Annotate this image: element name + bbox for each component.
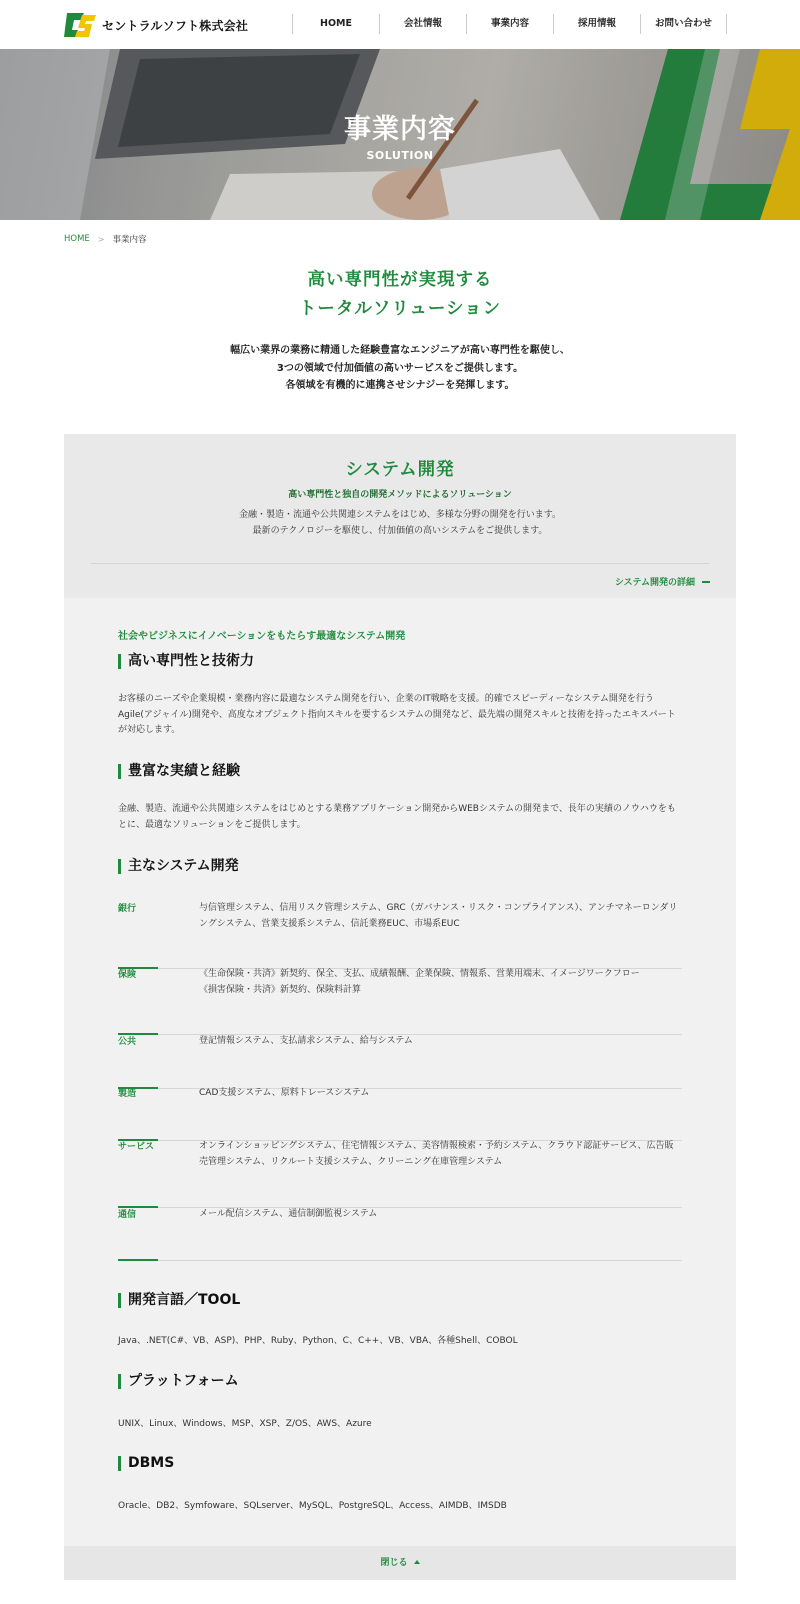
nav-solution[interactable]: 事業内容 xyxy=(466,14,553,34)
system-list: 登記情報システム、支払請求システム、給与システム xyxy=(199,1036,413,1046)
close-detail-label: 閉じる xyxy=(380,1558,408,1568)
system-list: オンラインショッピングシステム、住宅情報システム、美容情報検索・予約システム、クラウド認証サービス、広告販売管理システム、リクルート支援システム、クリーニング在庫管理システム xyxy=(199,1141,674,1167)
row-divider xyxy=(118,1260,682,1261)
nav-company[interactable]: 会社情報 xyxy=(379,14,466,34)
solution-panel-system-development xyxy=(64,434,736,1580)
minus-icon xyxy=(702,581,710,583)
section-heading-systems: 主なシステム開発 xyxy=(118,859,239,874)
toggle-detail-label: システム開発の詳細 xyxy=(614,578,695,588)
chevron-right-icon: > xyxy=(97,234,105,244)
intro-heading-line: 高い専門性が実現する xyxy=(307,270,493,290)
nav-home[interactable]: HOME xyxy=(292,14,379,34)
intro-text-line: 幅広い業界の業務に精通した経験豊富なエンジニアが高い専門性を駆使し、 xyxy=(230,345,570,356)
row-divider-accent xyxy=(118,1259,158,1261)
system-category: サービス xyxy=(118,1142,155,1152)
solution-panel-header xyxy=(64,434,736,598)
breadcrumb xyxy=(64,233,147,245)
section-heading-expertise: 高い専門性と技術力 xyxy=(118,654,254,669)
caret-up-icon xyxy=(414,1560,420,1564)
nav-recruit[interactable]: 採用情報 xyxy=(553,14,640,34)
solution-description xyxy=(64,508,736,539)
breadcrumb-home-link[interactable]: HOME xyxy=(64,234,90,244)
solution-description-line: 金融・製造・流通や公共関連システムをはじめ、多様な分野の開発を行います。 xyxy=(238,510,562,520)
solution-subtitle: 高い専門性と独自の開発メソッドによるソリューション xyxy=(288,490,512,500)
section-text-expertise: お客様のニーズや企業規模・業務内容に最適なシステム開発を行い、企業のIT戦略を支援。的確でスピーディーなシステム開発を行うAgile(アジャイル)開発や、高度なオブジェクト指向スキルを要するシステムの開発など、最先端の開発スキルと技術を持ったエキスパートが対応します。 xyxy=(118,694,676,735)
solution-description-line: 最新のテクノロジーを駆使し、付加価値の高いシステムをご提供します。 xyxy=(252,525,548,536)
divider xyxy=(90,563,710,564)
nav-contact[interactable]: お問い合わせ xyxy=(640,14,727,34)
breadcrumb-current: 事業内容 xyxy=(112,235,147,245)
page-subtitle: SOLUTION xyxy=(366,149,434,162)
system-list: メール配信システム、通信制御監視システム xyxy=(199,1209,378,1219)
intro-text xyxy=(0,342,800,395)
section-heading-dbms: DBMS xyxy=(118,1456,174,1471)
intro-heading-line: トータルソリューション xyxy=(298,299,502,319)
system-category: 通信 xyxy=(118,1210,137,1220)
system-category: 製造 xyxy=(118,1089,137,1099)
section-heading-platform: プラットフォーム xyxy=(118,1374,239,1389)
company-name: セントラルソフト株式会社 xyxy=(102,18,249,33)
intro-text-line: 各領域を有機的に連携させシナジーを発揮します。 xyxy=(285,380,515,391)
intro-heading xyxy=(0,266,800,324)
system-list: 《生命保険・共済》新契約、保全、支払、成績報酬、企業保険、情報系、営業用端末、イメージワークフロー 《損害保険・共済》新契約、保険料計算 xyxy=(199,969,640,995)
section-heading-experience: 豊富な実績と経験 xyxy=(118,764,240,779)
cs-logo-icon xyxy=(64,11,96,39)
system-category: 保険 xyxy=(118,970,137,980)
solution-title: システム開発 xyxy=(345,460,455,480)
section-text-tools: Java、.NET(C#、VB、ASP)、PHP、Ruby、Python、C、C++、VB、VBA、各種Shell、COBOL xyxy=(118,1336,518,1346)
section-text-platform: UNIX、Linux、Windows、MSP、XSP、Z/OS、AWS、Azure xyxy=(118,1419,372,1429)
toggle-detail-button[interactable] xyxy=(615,575,710,588)
company-logo[interactable] xyxy=(64,11,248,39)
detail-lead: 社会やビジネスにイノベーションをもたらす最適なシステム開発 xyxy=(118,631,406,642)
hero-banner xyxy=(0,49,800,220)
section-heading-tools: 開発言語／TOOL xyxy=(118,1293,240,1308)
system-category: 公共 xyxy=(118,1037,137,1047)
system-category: 銀行 xyxy=(118,904,137,914)
site-header xyxy=(0,0,800,49)
intro-text-line: 3つの領域で付加価値の高いサービスをご提供します。 xyxy=(276,362,524,374)
close-detail-button[interactable] xyxy=(64,1546,736,1580)
page-title: 事業内容 xyxy=(344,114,456,145)
section-text-experience: 金融、製造、流通や公共関連システムをはじめとする業務アプリケーション開発からWEBシステムの開発まで、長年の実績のノウハウをもとに、最適なソリューションをご提供します。 xyxy=(118,804,676,830)
system-list: 与信管理システム、信用リスク管理システム、GRC（ガバナンス・リスク・コンプライアンス）、アンチマネーロンダリングシステム、営業支援系システム、信託業務EUC、市場系EUC xyxy=(199,903,678,929)
section-text-dbms: Oracle、DB2、Symfoware、SQLserver、MySQL、PostgreSQL、Access、AIMDB、IMSDB xyxy=(118,1501,507,1511)
system-list: CAD支援システム、原料トレースシステム xyxy=(199,1088,370,1098)
global-nav xyxy=(292,14,727,34)
